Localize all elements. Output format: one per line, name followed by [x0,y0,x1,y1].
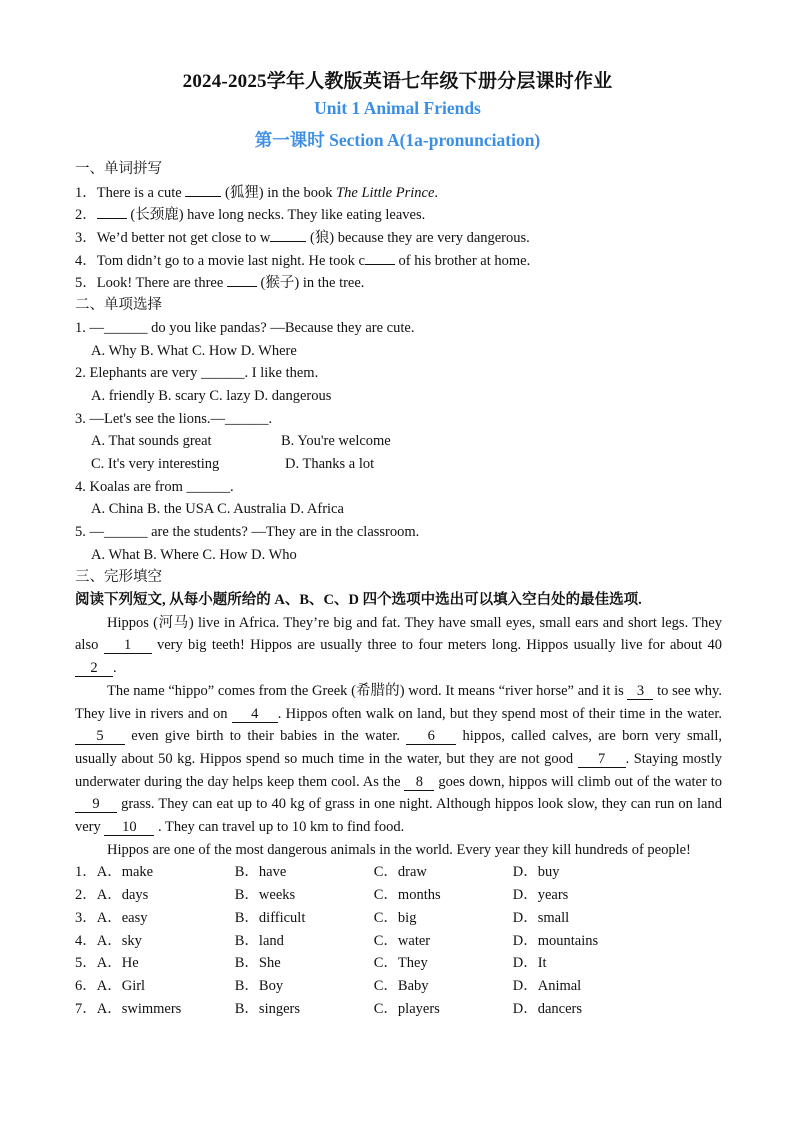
cloze-question-number: 4． [75,932,97,949]
option-d[interactable]: D．Animal [512,977,582,994]
cloze-paragraph-3: Hippos are one of the most dangerous animals in the world. Every year they kill hundreds of people! [107,841,691,858]
option-b[interactable]: B．have [234,864,287,881]
option-a[interactable]: A．make [96,864,154,881]
answer-blank[interactable] [227,271,257,287]
option-a[interactable]: A. That sounds great [91,433,212,450]
option-d[interactable]: D．dancers [512,1000,583,1017]
choice-question-4-stem: 4. Koalas are from ______. [75,478,234,495]
cloze-question-number: 5． [75,955,97,972]
q2-text-b: (长颈鹿) have long necks. They like eating leaves. [126,207,426,224]
q4-text-a: 4．Tom didn’t go to a movie last night. He took c [75,252,365,269]
option-d[interactable]: D．mountains [512,932,599,949]
cloze-question-number: 2． [75,887,97,904]
section-title: 第一课时 Section A(1a-pronunciation) [254,130,541,150]
q1-text-c: . [434,184,438,201]
option-b[interactable]: B．weeks [234,887,296,904]
choice-question-4-options[interactable]: A. China B. the USA C. Australia D. Africa [91,501,344,518]
cloze-blank-8[interactable]: 8 [404,775,434,791]
answer-blank[interactable] [365,249,395,265]
cloze-blank-4[interactable]: 4 [232,707,278,723]
choice-question-5-stem: 5. —______ are the students? —They are in the classroom. [75,524,420,540]
part1-heading: 一、单词拼写 [75,161,162,177]
option-d[interactable]: D．small [512,909,570,926]
text: Hippos (河马) live in Africa. They’re big and fat. They have small eyes, small ears and short legs. They also [75,614,722,654]
q1-text-b: (狐狸) in the book [221,184,337,201]
option-d[interactable]: D．years [512,887,569,904]
choice-question-3-stem: 3. —Let's see the lions.—______. [75,410,273,427]
text: The name “hippo” comes from the Greek (希腊的) word. It means “river horse” and it is [107,682,628,699]
q3-text-a: 3．We’d better not get close to w [75,230,271,247]
option-b[interactable]: B．She [234,955,281,972]
q3-text-b: (狼) because they are very dangerous. [306,230,530,247]
option-d[interactable]: D. Thanks a lot [285,455,375,472]
choice-question-3-options-row1 [75,430,722,453]
cloze-blank-6[interactable]: 6 [406,729,456,745]
option-a[interactable]: A．swimmers [96,1000,182,1017]
option-a[interactable]: A．days [96,887,149,904]
option-a[interactable]: A．Girl [96,977,146,994]
choice-question-1-options[interactable]: A. Why B. What C. How D. Where [91,342,297,359]
cloze-question-number: 3． [75,909,97,926]
cloze-blank-3[interactable]: 3 [627,684,653,700]
q4-text-b: of his brother at home. [394,252,531,269]
answer-blank[interactable] [97,203,127,219]
option-b[interactable]: B．difficult [234,909,306,926]
text: . [113,660,117,677]
q1-text-a: 1．There is a cute [75,184,186,201]
spelling-question-4 [75,249,722,272]
answer-blank[interactable] [185,181,221,197]
cloze-option-row [75,975,722,998]
cloze-option-row [75,907,722,930]
choice-question-5-options[interactable]: A. What B. Where C. How D. Who [91,546,297,563]
option-c[interactable]: C．big [373,909,417,926]
option-a[interactable]: A．sky [96,932,142,949]
option-d[interactable]: D．It [512,955,547,972]
text: . They can travel up to 10 km to find food. [154,819,405,836]
text: very big teeth! Hippos are usually three to four meters long. Hippos usually live for about 40 [151,637,723,654]
cloze-blank-10[interactable]: 10 [104,820,154,836]
cloze-option-row [75,952,722,975]
worksheet-content [75,158,722,1020]
cloze-question-number: 1． [75,864,97,881]
text: goes down, hippos will climb out of the water to [434,773,722,790]
choice-question-1-stem: 1. —______ do you like pandas? —Because they are cute. [75,319,415,336]
text: even give birth to their babies in the water. [125,728,407,745]
q5-text-b: (猴子) in the tree. [256,275,365,292]
cloze-question-number: 6． [75,977,97,994]
option-c[interactable]: C．draw [373,864,427,881]
spelling-question-2 [75,203,722,226]
cloze-option-row [75,998,722,1021]
cloze-blank-7[interactable]: 7 [578,752,626,768]
option-c[interactable]: C．Baby [373,977,429,994]
cloze-option-row [75,884,722,907]
cloze-blank-5[interactable]: 5 [75,729,125,745]
q2-text-a: 2． [75,207,97,224]
option-d[interactable]: D．buy [512,864,560,881]
option-a[interactable]: A．easy [96,909,148,926]
part3-heading: 三、完形填空 [75,569,162,586]
text: . Hippos often walk on land, but they spend most of their time in the water. [277,705,722,722]
answer-blank[interactable] [270,226,306,242]
cloze-blank-1[interactable]: 1 [104,638,152,654]
option-c[interactable]: C．They [373,955,428,972]
option-c[interactable]: C．water [373,932,431,949]
cloze-question-number: 7． [75,1000,97,1017]
cloze-blank-2[interactable]: 2 [75,661,113,677]
document-title: 2024-2025学年人教版英语七年级下册分层课时作业 [182,71,613,92]
q5-text-a: 5．Look! There are three [75,275,227,292]
choice-question-2-stem: 2. Elephants are very ______. I like them. [75,365,319,382]
option-b[interactable]: B．land [234,932,284,949]
cloze-option-row [75,861,722,884]
spelling-question-3 [75,226,722,249]
text: . Staying mostly underwater during the day helps keep them cool. As the [75,750,722,790]
choice-question-3-options-row2 [75,453,722,476]
cloze-option-row [75,930,722,953]
option-c[interactable]: C．months [373,887,441,904]
book-title: The Little Prince [336,184,435,201]
cloze-instruction: 阅读下列短文, 从每小题所给的 A、B、C、D 四个选项中选出可以填入空白处的最佳选项. [75,592,642,609]
cloze-paragraph-1 [75,612,722,680]
cloze-blank-9[interactable]: 9 [75,797,117,813]
cloze-paragraph-2 [75,680,722,839]
text: hippos, called calves, are born very small, usually about 50 kg. Hippos spend so much time in the water, but they are not good [75,728,722,767]
option-b[interactable]: B．Boy [234,977,284,994]
option-a[interactable]: A．He [96,955,139,972]
cloze-options-list [75,861,722,1020]
text: grass. They can eat up to 40 kg of grass in one night. Although hippos look slow, they can run on land very [75,796,722,836]
option-b[interactable]: B．singers [234,1000,300,1017]
part2-heading: 二、单项选择 [75,297,162,314]
choice-question-2-options[interactable]: A. friendly B. scary C. lazy D. dangerous [91,387,332,404]
option-c[interactable]: C. It's very interesting [91,455,220,472]
spelling-question-5 [75,271,722,294]
unit-title: Unit 1 Animal Friends [314,98,481,118]
option-b[interactable]: B. You're welcome [281,433,391,450]
text: to see why. They live in rivers and on [75,682,722,722]
option-c[interactable]: C．players [373,1000,440,1017]
spelling-question-1 [75,181,722,204]
